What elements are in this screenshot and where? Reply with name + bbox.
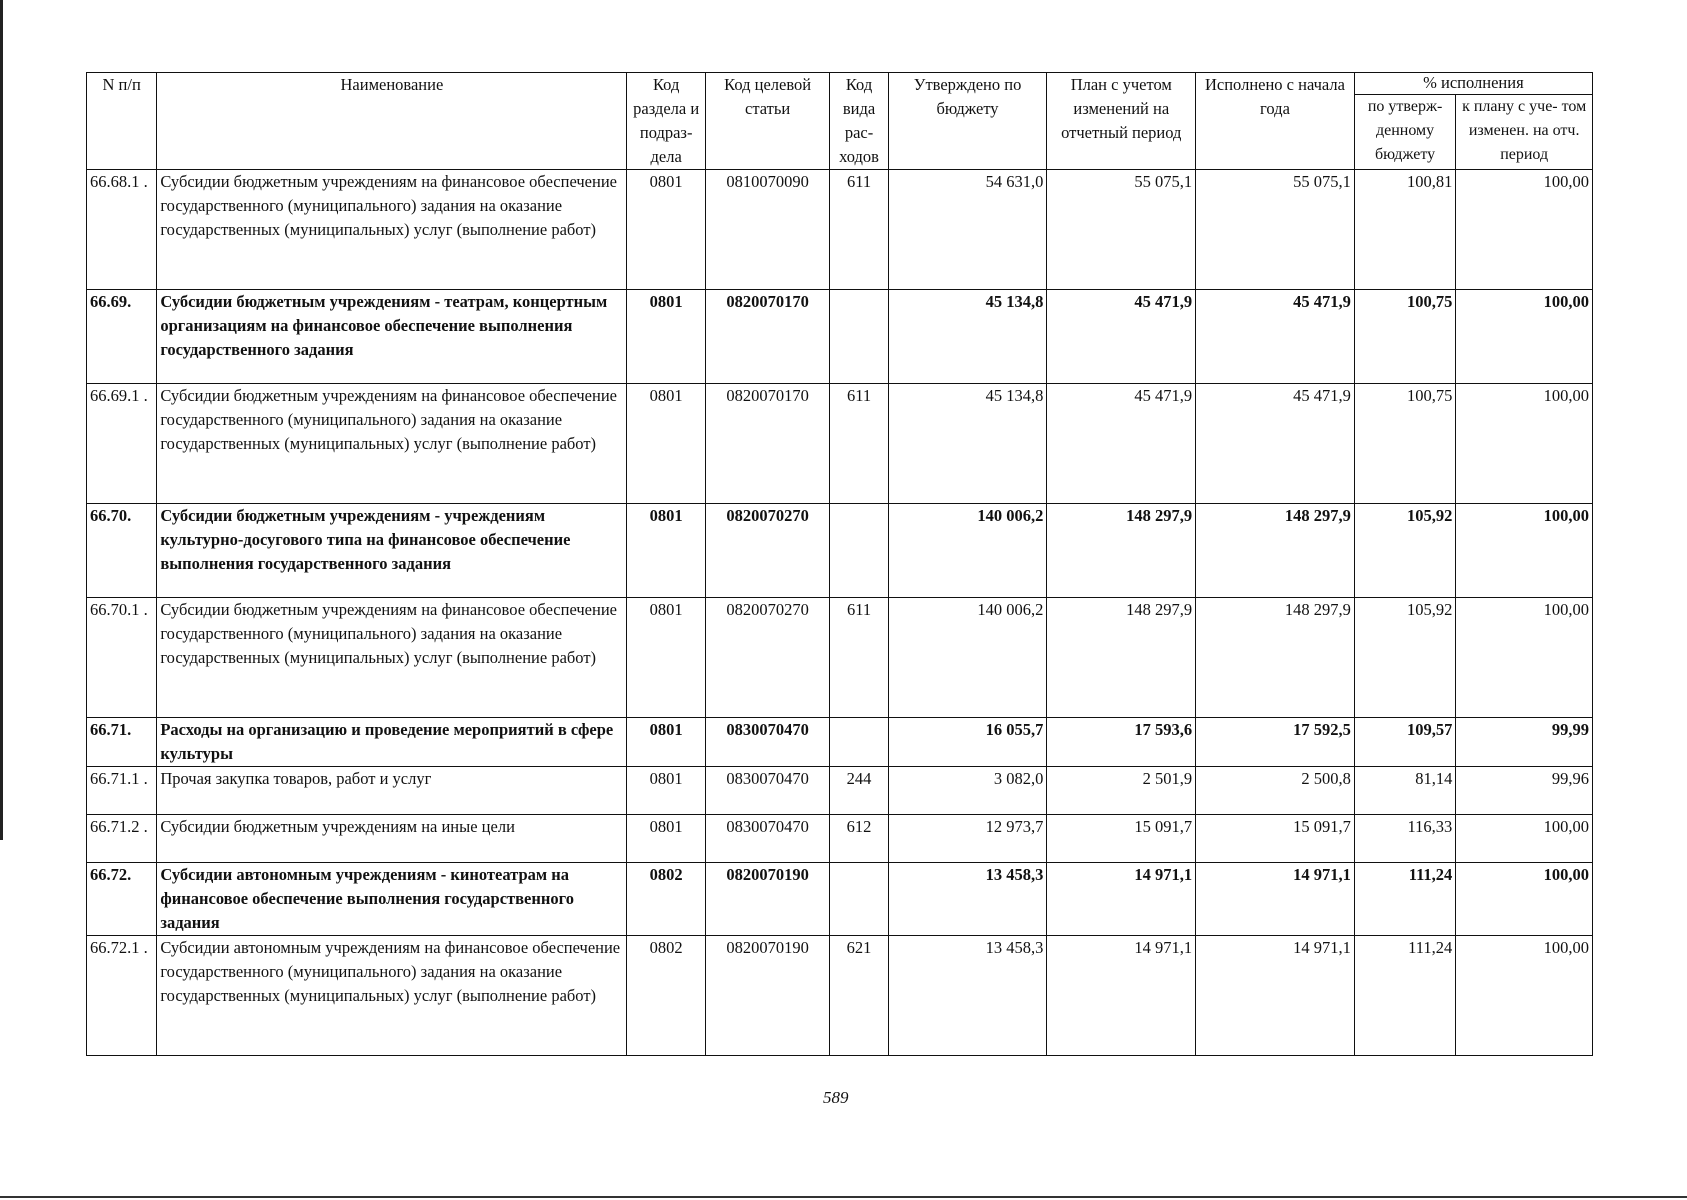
row-number: 66.69.1 . [87, 384, 157, 504]
row-plan: 148 297,9 [1047, 504, 1196, 598]
row-plan: 45 471,9 [1047, 290, 1196, 384]
row-pct-utv: 109,57 [1354, 718, 1455, 767]
header-utv: Утверждено по бюджету [888, 73, 1047, 170]
row-utv: 45 134,8 [888, 384, 1047, 504]
row-vid: 611 [830, 170, 888, 290]
header-pct-group: % исполнения [1354, 73, 1592, 95]
row-celevaya: 0820070270 [705, 504, 830, 598]
row-utv: 16 055,7 [888, 718, 1047, 767]
row-plan: 15 091,7 [1047, 815, 1196, 863]
row-plan: 2 501,9 [1047, 767, 1196, 815]
row-number: 66.72.1 . [87, 936, 157, 1056]
row-number: 66.70. [87, 504, 157, 598]
row-vid: 612 [830, 815, 888, 863]
row-pct-plan: 100,00 [1456, 384, 1593, 504]
table-row [87, 504, 1593, 598]
row-pct-utv: 100,75 [1354, 384, 1455, 504]
row-vid: 621 [830, 936, 888, 1056]
table-row [87, 290, 1593, 384]
row-utv: 54 631,0 [888, 170, 1047, 290]
row-vid [830, 718, 888, 767]
row-pct-utv: 100,81 [1354, 170, 1455, 290]
row-pct-plan: 100,00 [1456, 170, 1593, 290]
row-pct-plan: 100,00 [1456, 290, 1593, 384]
row-razdel: 0801 [627, 815, 705, 863]
row-celevaya: 0820070190 [705, 863, 830, 936]
row-name: Субсидии бюджетным учреждениям на финансовое обеспечение государственного (муниципального) задания на оказание государственных (муниципальных) услуг (выполнение работ) [157, 384, 627, 504]
row-razdel: 0801 [627, 767, 705, 815]
row-celevaya: 0820070170 [705, 384, 830, 504]
scan-edge [0, 0, 3, 840]
row-plan: 14 971,1 [1047, 936, 1196, 1056]
row-isp: 45 471,9 [1196, 290, 1355, 384]
row-isp: 2 500,8 [1196, 767, 1355, 815]
row-celevaya: 0830070470 [705, 718, 830, 767]
row-isp: 14 971,1 [1196, 936, 1355, 1056]
page-bottom-border [0, 1196, 1687, 1198]
header-num: N п/п [87, 73, 157, 170]
table-row [87, 718, 1593, 767]
row-vid [830, 504, 888, 598]
row-pct-plan: 99,99 [1456, 718, 1593, 767]
row-razdel: 0801 [627, 170, 705, 290]
row-pct-plan: 100,00 [1456, 936, 1593, 1056]
table-row [87, 767, 1593, 815]
header-plan: План с учетом изменений на отчетный период [1047, 73, 1196, 170]
row-name: Субсидии бюджетным учреждениям на иные цели [157, 815, 627, 863]
row-name: Субсидии бюджетным учреждениям на финансовое обеспечение государственного (муниципального) задания на оказание государственных (муниципальных) услуг (выполнение работ) [157, 598, 627, 718]
row-pct-plan: 100,00 [1456, 815, 1593, 863]
row-plan: 148 297,9 [1047, 598, 1196, 718]
row-isp: 15 091,7 [1196, 815, 1355, 863]
row-name: Субсидии автономным учреждениям на финансовое обеспечение государственного (муниципального) задания на оказание государственных (муниципальных) услуг (выполнение работ) [157, 936, 627, 1056]
row-isp: 148 297,9 [1196, 598, 1355, 718]
row-razdel: 0801 [627, 384, 705, 504]
header-pct-utv: по утверж- денному бюджету [1354, 94, 1455, 169]
row-pct-plan: 100,00 [1456, 863, 1593, 936]
row-pct-utv: 105,92 [1354, 504, 1455, 598]
row-vid: 611 [830, 598, 888, 718]
row-celevaya: 0820070170 [705, 290, 830, 384]
table-row [87, 936, 1593, 1056]
header-row [87, 73, 1593, 95]
row-vid [830, 863, 888, 936]
row-utv: 140 006,2 [888, 598, 1047, 718]
row-vid [830, 290, 888, 384]
header-pct-plan: к плану с уче- том изменен. на отч. период [1456, 94, 1593, 169]
table-row [87, 170, 1593, 290]
row-plan: 14 971,1 [1047, 863, 1196, 936]
row-name: Субсидии бюджетным учреждениям - учреждениям культурно-досугового типа на финансовое обеспечение выполнения государственного задания [157, 504, 627, 598]
row-pct-plan: 100,00 [1456, 504, 1593, 598]
row-celevaya: 0820070270 [705, 598, 830, 718]
row-isp: 14 971,1 [1196, 863, 1355, 936]
row-razdel: 0801 [627, 504, 705, 598]
row-name: Прочая закупка товаров, работ и услуг [157, 767, 627, 815]
row-utv: 3 082,0 [888, 767, 1047, 815]
row-number: 66.71.1 . [87, 767, 157, 815]
row-number: 66.71.2 . [87, 815, 157, 863]
row-vid: 611 [830, 384, 888, 504]
table-row [87, 598, 1593, 718]
row-plan: 17 593,6 [1047, 718, 1196, 767]
row-number: 66.68.1 . [87, 170, 157, 290]
row-utv: 13 458,3 [888, 863, 1047, 936]
row-celevaya: 0830070470 [705, 767, 830, 815]
row-name: Расходы на организацию и проведение мероприятий в сфере культуры [157, 718, 627, 767]
row-razdel: 0801 [627, 290, 705, 384]
row-pct-utv: 111,24 [1354, 936, 1455, 1056]
row-celevaya: 0820070190 [705, 936, 830, 1056]
row-isp: 45 471,9 [1196, 384, 1355, 504]
row-utv: 12 973,7 [888, 815, 1047, 863]
row-razdel: 0801 [627, 718, 705, 767]
row-isp: 55 075,1 [1196, 170, 1355, 290]
row-pct-plan: 99,96 [1456, 767, 1593, 815]
table-row [87, 384, 1593, 504]
row-name: Субсидии бюджетным учреждениям на финансовое обеспечение государственного (муниципального) задания на оказание государственных (муниципальных) услуг (выполнение работ) [157, 170, 627, 290]
row-plan: 45 471,9 [1047, 384, 1196, 504]
table-row [87, 863, 1593, 936]
table-row [87, 815, 1593, 863]
row-pct-utv: 105,92 [1354, 598, 1455, 718]
budget-table [86, 72, 1593, 1056]
row-vid: 244 [830, 767, 888, 815]
row-isp: 148 297,9 [1196, 504, 1355, 598]
row-number: 66.72. [87, 863, 157, 936]
row-celevaya: 0830070470 [705, 815, 830, 863]
table-body [87, 170, 1593, 1056]
row-pct-utv: 81,14 [1354, 767, 1455, 815]
row-pct-plan: 100,00 [1456, 598, 1593, 718]
row-number: 66.69. [87, 290, 157, 384]
header-isp: Исполнено с начала года [1196, 73, 1355, 170]
row-razdel: 0801 [627, 598, 705, 718]
header-vid: Код вида рас- ходов [830, 73, 888, 170]
row-celevaya: 0810070090 [705, 170, 830, 290]
header-name: Наименование [157, 73, 627, 170]
row-razdel: 0802 [627, 936, 705, 1056]
row-utv: 140 006,2 [888, 504, 1047, 598]
row-pct-utv: 116,33 [1354, 815, 1455, 863]
row-number: 66.71. [87, 718, 157, 767]
page-number: 589 [823, 1088, 849, 1107]
row-isp: 17 592,5 [1196, 718, 1355, 767]
row-name: Субсидии автономным учреждениям - кинотеатрам на финансовое обеспечение выполнения государственного задания [157, 863, 627, 936]
row-plan: 55 075,1 [1047, 170, 1196, 290]
row-pct-utv: 111,24 [1354, 863, 1455, 936]
row-utv: 13 458,3 [888, 936, 1047, 1056]
row-razdel: 0802 [627, 863, 705, 936]
row-number: 66.70.1 . [87, 598, 157, 718]
row-name: Субсидии бюджетным учреждениям - театрам, концертным организациям на финансовое обеспечение выполнения государственного задания [157, 290, 627, 384]
row-utv: 45 134,8 [888, 290, 1047, 384]
header-celevaya: Код целевой статьи [705, 73, 830, 170]
row-pct-utv: 100,75 [1354, 290, 1455, 384]
header-razdel: Код раздела и подраз- дела [627, 73, 705, 170]
